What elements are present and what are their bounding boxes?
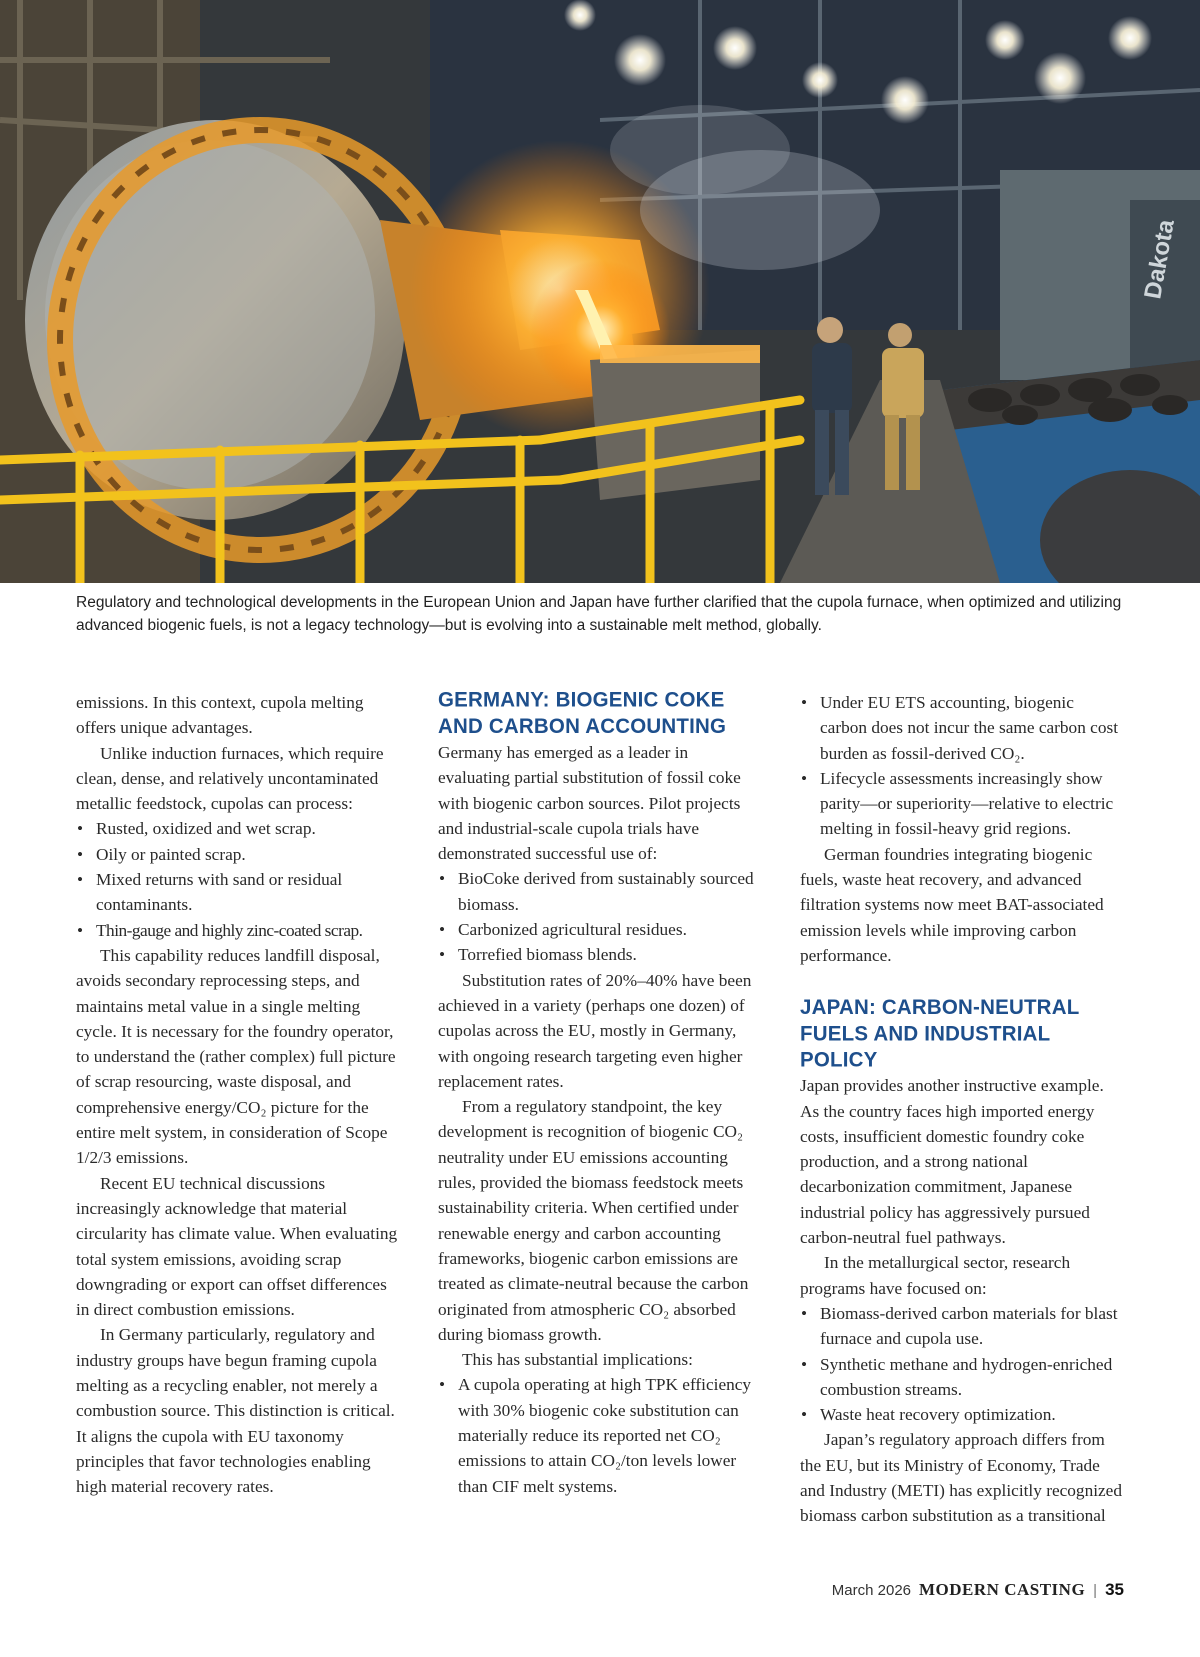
list-item: • Thin-gauge and highly zinc-coated scrap.	[76, 918, 401, 943]
photo-caption: Regulatory and technological developments in the European Union and Japan have further clarified that the cupola furnace, when optimized and utilizing advanced biogenic fuels, is not a legacy technology—but is evolving into a sustainable melt method, globally.	[76, 594, 1122, 634]
paragraph: This has substantial implications:	[462, 1350, 693, 1370]
foundry-illustration	[0, 0, 1200, 583]
column-3	[800, 690, 1125, 1529]
section-heading-germany: GERMANY: BIOGENIC COKE AND CARBON ACCOUNTING	[438, 687, 727, 739]
section-heading-japan: JAPAN: CARBON-NEUTRAL FUELS AND INDUSTRIAL POLICY	[800, 995, 1080, 1073]
list-item: • Lifecycle assessments increasingly show parity—or superiority—relative to electric melting in fossil-heavy grid regions.	[800, 766, 1125, 842]
dakota-sign: Dakota	[1139, 217, 1180, 302]
bullet-list	[438, 1372, 763, 1498]
list-item: • Mixed returns with sand or residual contaminants.	[76, 867, 401, 918]
list-item: • BioCoke derived from sustainably sourced biomass.	[438, 866, 763, 917]
list-item: • A cupola operating at high TPK efficiency with 30% biogenic coke substitution can materially reduce its reported net CO₂ emissions to attain CO₂/ton levels lower than CIF melt systems.	[438, 1372, 763, 1498]
page-footer	[832, 1580, 1124, 1600]
bullet-list	[438, 866, 763, 967]
list-item: • Rusted, oxidized and wet scrap.	[76, 816, 401, 841]
bullet-list	[76, 816, 401, 942]
paragraph: Japan provides another instructive example. As the country faces high imported energy costs, insufficient domestic foundry coke production, and a strong national decarbonization commitment, Japanese industrial policy has aggressively pursued carbon-neutral fuel pathways.	[800, 1076, 1104, 1248]
paragraph: Unlike induction furnaces, which require clean, dense, and relatively uncontaminated metallic feedstock, cupolas can process:	[76, 743, 384, 814]
paragraph: Japan’s regulatory approach differs from the EU, but its Ministry of Economy, Trade and Industry (METI) has explicitly recognized biomass carbon substitution as a transitional	[800, 1430, 1122, 1526]
paragraph: This capability reduces landfill disposal, avoids secondary reprocessing steps, and maintains metal value in a single melting cycle. It is necessary for the foundry operator, to understand the (rather complex) full picture of scrap resourcing, waste disposal, and comprehensive energy/CO₂ picture for the entire melt system, in consideration of Scope 1/2/3 emissions.	[76, 945, 396, 1168]
list-item: • Synthetic methane and hydrogen-enriched combustion streams.	[800, 1352, 1125, 1403]
page-number: 35	[1105, 1580, 1124, 1599]
foundry-photo	[0, 0, 1200, 583]
paragraph: In the metallurgical sector, research programs have focused on:	[800, 1253, 1071, 1298]
paragraph: From a regulatory standpoint, the key development is recognition of biogenic CO₂ neutrality under EU emissions accounting rules, provided the biomass feedstock meets sustainability criteria. When certified under renewable energy and carbon accounting frameworks, biogenic carbon emissions are treated as climate-neutral because the carbon originated from atmospheric CO₂ absorbed during biomass growth.	[438, 1097, 749, 1344]
bullet-list	[800, 690, 1125, 842]
paragraph: Substitution rates of 20%–40% have been achieved in a variety (perhaps one dozen) of cupolas across the EU, mostly in Germany, with ongoing research targeting even higher replacement rates.	[438, 970, 752, 1091]
footer-separator: |	[1093, 1582, 1098, 1599]
paragraph: emissions. In this context, cupola melting offers unique advantages.	[76, 693, 364, 738]
list-item: • Biomass-derived carbon materials for blast furnace and cupola use.	[800, 1301, 1125, 1352]
paragraph: Recent EU technical discussions increasingly acknowledge that material circularity has climate value. When evaluating total system emissions, avoiding scrap downgrading or export can offset differences in direct combustion emissions.	[76, 1173, 398, 1320]
magazine-name: MODERN CASTING	[919, 1580, 1086, 1599]
paragraph: In Germany particularly, regulatory and industry groups have begun framing cupola melting as a recycling enabler, not merely a combustion source. This distinction is critical. It aligns the cupola with EU taxonomy principles that favor technologies enabling high material recovery rates.	[76, 1325, 395, 1497]
list-item: • Waste heat recovery optimization.	[800, 1402, 1125, 1427]
list-item: • Carbonized agricultural residues.	[438, 917, 763, 942]
list-item: • Torrefied biomass blends.	[438, 942, 763, 967]
column-1	[76, 690, 401, 1500]
paragraph: Germany has emerged as a leader in evaluating partial substitution of fossil coke with biogenic carbon sources. Pilot projects and industrial-scale cupola trials have demonstrated successful use of:	[438, 743, 741, 864]
list-item: • Under EU ETS accounting, biogenic carbon does not incur the same carbon cost burden as fossil-derived CO₂.	[800, 690, 1125, 766]
bullet-list	[800, 1301, 1125, 1427]
column-2	[438, 688, 763, 1499]
list-item: • Oily or painted scrap.	[76, 842, 401, 867]
paragraph: German foundries integrating biogenic fuels, waste heat recovery, and advanced filtration systems now meet BAT-associated emission levels while improving carbon performance.	[800, 844, 1104, 965]
issue-date: March 2026	[831, 1582, 912, 1599]
